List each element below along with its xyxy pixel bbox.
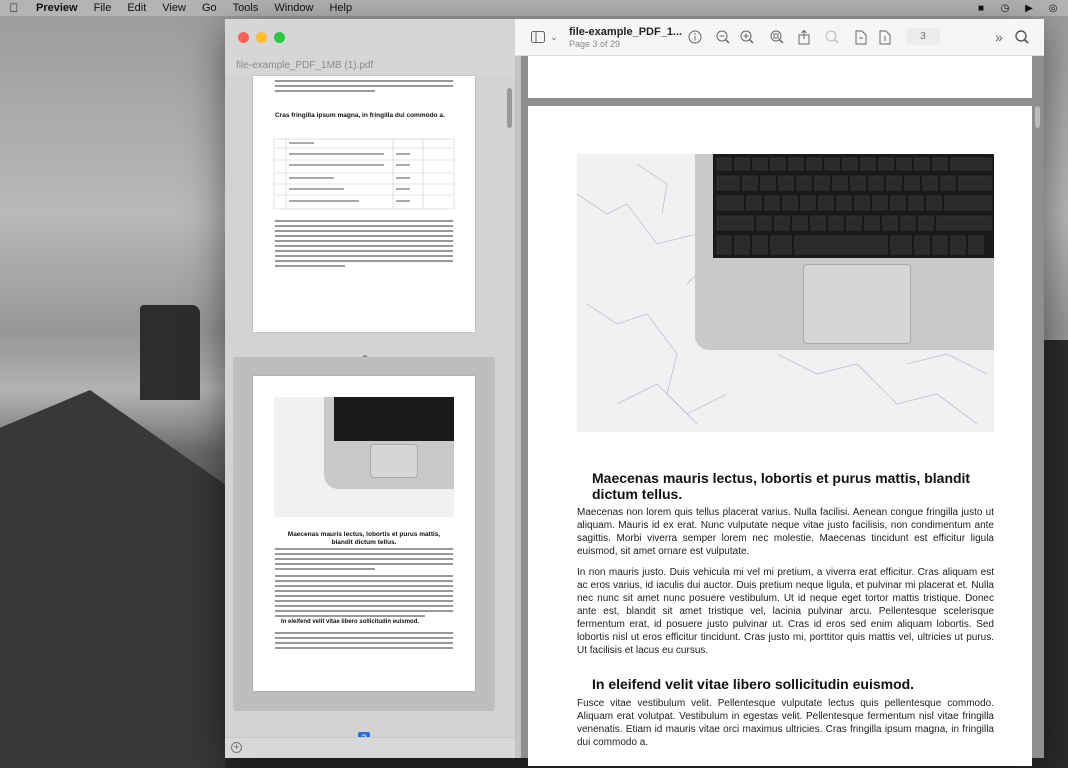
preview-window <box>225 19 1044 758</box>
menu-bar <box>0 0 1068 16</box>
previous-page <box>528 56 1032 98</box>
menu-go[interactable]: Go <box>201 2 217 14</box>
zoom-out-icon[interactable] <box>715 29 731 45</box>
menu-window[interactable]: Window <box>274 2 314 14</box>
search-icon[interactable] <box>1014 29 1030 45</box>
menu-tools[interactable]: Tools <box>232 2 259 14</box>
thumbnail-page-2-heading: Cras fringilla ipsum magna, in fringilla dui commodo a. <box>275 112 445 119</box>
thumbnail-page-3[interactable] <box>253 376 475 691</box>
thumbnail-page-3-heading: Maecenas mauris lectus, lobortis et purus mattis, blandit dictum tellus. <box>287 531 441 547</box>
apple-icon[interactable] <box>0 1 28 15</box>
document-scrollbar[interactable] <box>1035 106 1040 128</box>
rotate-icon[interactable] <box>853 29 869 45</box>
zoom-in-icon[interactable] <box>739 29 755 45</box>
menu-edit[interactable]: Edit <box>127 2 147 14</box>
heading-maecenas: Maecenas mauris lectus, lobortis et purus mattis, blandit dictum tellus. <box>592 470 971 502</box>
keyboard-keys <box>713 154 994 258</box>
menu-file[interactable]: File <box>93 2 112 14</box>
heading-in-eleifend: In eleifend velit vitae libero sollicitudin euismod. <box>592 676 915 692</box>
chevron-down-icon[interactable]: ⌄ <box>550 31 558 42</box>
thumbnail-sidebar <box>225 19 515 758</box>
share-icon[interactable] <box>796 29 812 45</box>
wallpaper-rock <box>1044 340 1068 768</box>
more-icon[interactable]: » <box>995 29 1003 45</box>
window-controls <box>238 32 285 43</box>
thumbnail-list <box>225 76 515 737</box>
paragraph-2: In non mauris justo. Duis vehicula mi vel mi pretium, a viverra erat efficitur. Cras aliquam est ac eros varius, id iaculis dui auctor. Duis pretium neque ligula, et pulvinar mi placerat et. Nulla nec nunc sit amet nunc posuere vestibulum. Ut id neque eget tortor mattis tristique. Donec ante est, blandit sit amet tristique vel, lacinia pulvinar arcu. Pellentesque scelerisque fermentum erat, id posuere justo pulvinar ut. Cras id eros sed enim aliquam lobortis. Sed lobortis nisl ut eros efficitur tincidunt. Cras justo mi, porttitor quis mattis vel, ultricies ut purus. Ut facilisis et lacus eu cursus. <box>577 567 994 656</box>
menu-app[interactable]: Preview <box>36 2 78 14</box>
sidebar-filename: file-example_PDF_1MB (1).pdf <box>236 60 374 71</box>
paragraph-3: Fusce vitae vestibulum velit. Pellentesque vulputate lectus quis pellentesque commodo. Aliquam erat volutpat. Vestibulum in egestas velit. Pellentesque fermentum nisl vitae fringilla venenatis. Etiam id mauris vitae orci maximus ultricies. Cras fringilla ipsum magna, in fringilla dui commodo a. <box>577 698 994 748</box>
current-page <box>528 106 1032 766</box>
menu-view[interactable]: View <box>162 2 186 14</box>
info-icon[interactable] <box>687 29 703 45</box>
notification-icon[interactable]: ■ <box>977 2 985 14</box>
highlight-icon[interactable] <box>824 29 840 45</box>
thumbnail-page-3-subheading: In eleifend velit vitae libero sollicitudin euismod. <box>281 619 420 625</box>
paragraph-1: Maecenas non lorem quis tellus placerat varius. Nulla facilisi. Aenean congue fringilla justo ut aliquam. Mauris id ex erat. Nunc vulputate neque vitae justo facilisis, non condimentum ante sagittis. Morbi viverra semper lorem nec molestie. Maecenas tincidunt est efficitur ligula euismod, sit amet ornare est vulputate. <box>577 507 994 557</box>
close-button[interactable] <box>238 32 249 43</box>
add-icon[interactable]: + <box>231 742 242 753</box>
page-number-field[interactable]: 3 <box>906 28 940 45</box>
minimize-button[interactable] <box>256 32 267 43</box>
document-view[interactable] <box>521 56 1044 758</box>
zoom-fit-icon[interactable] <box>769 29 785 45</box>
document-title: file-example_PDF_1... <box>569 26 683 38</box>
sidebar-footer <box>225 737 515 758</box>
time-machine-icon[interactable]: ◷ <box>1000 2 1010 14</box>
sidebar-scrollbar[interactable] <box>507 88 512 128</box>
laptop-image <box>577 154 994 432</box>
touchpad <box>803 264 911 344</box>
sidebar-header <box>225 19 515 76</box>
menu-help[interactable]: Help <box>329 2 353 14</box>
maximize-button[interactable] <box>274 32 285 43</box>
wallpaper-rock <box>140 305 200 400</box>
markup-icon[interactable] <box>877 29 893 45</box>
thumbnail-page-3-text <box>253 376 475 691</box>
play-icon[interactable]: ▶ <box>1025 2 1033 14</box>
keyboard <box>713 154 994 258</box>
page-indicator: Page 3 of 29 <box>569 39 621 49</box>
sidebar-icon[interactable] <box>530 29 546 45</box>
wifi-icon[interactable]: ◎ <box>1048 2 1058 14</box>
toolbar <box>515 19 1044 56</box>
thumbnail-page-2[interactable] <box>253 76 475 332</box>
